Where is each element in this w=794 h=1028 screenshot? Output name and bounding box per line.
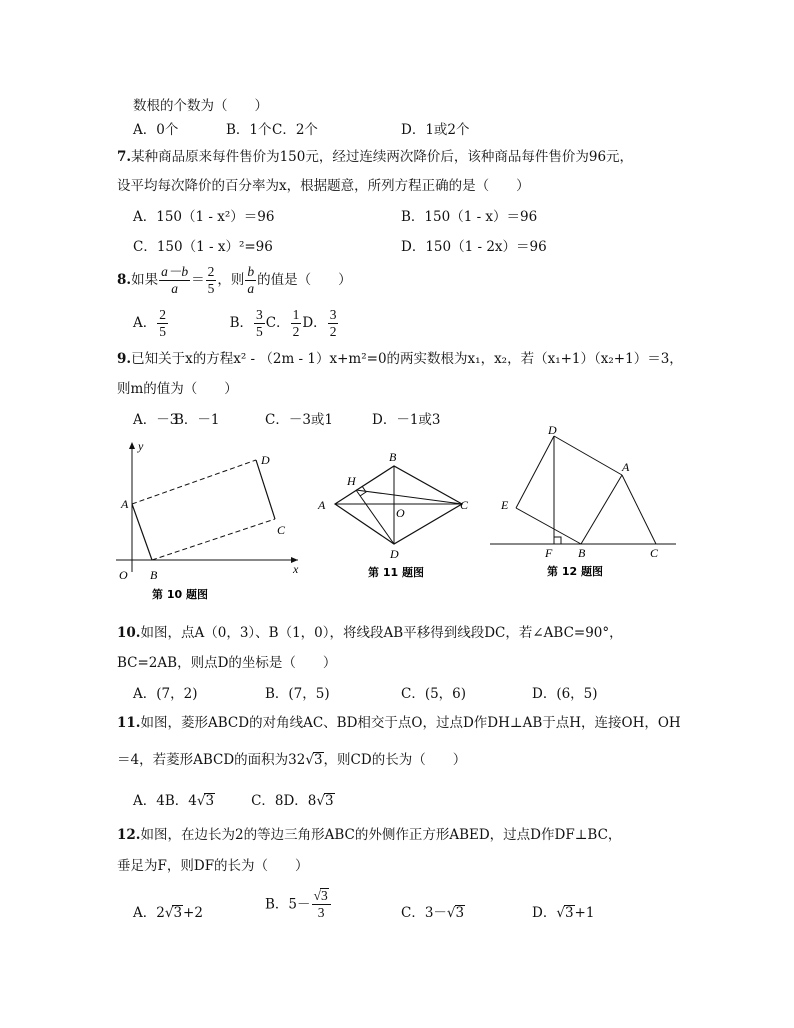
fig12-segment-eb <box>516 508 581 544</box>
q7-option-a: A．150（1 - x²）＝96 <box>133 209 275 225</box>
fig12-segment-ab <box>581 475 622 544</box>
fig11-segment-dh <box>356 490 394 544</box>
q11-line2: ＝4，若菱形ABCD的面积为32√3，则CD的长为（ ） <box>117 752 467 768</box>
q8-option-b: B． <box>229 315 254 331</box>
q8-option-b-fraction: $\frac{3}{5}$ <box>256 307 263 339</box>
q11-option-d: D．8 <box>283 793 317 809</box>
q6-option-d: D．1或2个 <box>401 122 470 138</box>
q10-option-d: D．(6，5) <box>532 686 598 702</box>
fig11-segment-oh <box>356 490 462 504</box>
q12-line2: 垂足为F，则DF的长为（ ） <box>117 858 309 874</box>
figure-12 <box>484 420 684 584</box>
fig10-segment-ab <box>132 504 152 560</box>
q11-radicand: 3 <box>313 752 323 768</box>
question-11 <box>117 714 681 732</box>
q11-option-a: A．4 <box>133 793 165 809</box>
sqrt-icon: √ <box>164 905 174 921</box>
fig10-label-c: C <box>277 523 286 537</box>
question-9 <box>117 350 683 368</box>
fig12-segment-de <box>516 436 554 508</box>
q11-options: A．4B．4√3 C．8D．8√3 <box>133 793 334 809</box>
fig10-label-y: y <box>138 439 144 453</box>
q9-option-c: C．－3或1 <box>265 412 334 428</box>
q10-option-c: C．(5，6) <box>401 686 467 702</box>
fig11-label-d: D <box>390 547 399 561</box>
fig11-caption: 第 11 题图 <box>368 566 424 579</box>
q8-pre: 如果 <box>131 272 159 288</box>
q8-option-c: C． <box>265 315 290 331</box>
q9-option-a: A．－3 <box>133 412 179 428</box>
q11-option-c: C．8 <box>251 793 284 809</box>
q9-option-b: B．－1 <box>174 412 220 428</box>
q11-option-b: B．4 <box>164 793 197 809</box>
sqrt-icon: √ <box>305 752 314 768</box>
fig10-segment-ad <box>132 460 256 504</box>
sqrt-icon: √ <box>446 905 456 921</box>
sqrt-icon: √ <box>316 793 326 809</box>
q12-option-b: B．5－ $\frac{√3}{3}$ <box>265 888 332 921</box>
q12-option-a: A．2√3+2 <box>133 905 203 921</box>
q8-option-a-fraction: $\frac{2}{5}$ <box>159 307 166 339</box>
fig12-label-d: D <box>548 423 557 437</box>
fig12-label-f: F <box>545 546 553 560</box>
fig12-caption: 第 12 题图 <box>547 565 603 578</box>
q12-option-b-fraction: $\frac{√3}{3}$ <box>312 888 331 921</box>
fig10-label-x: x <box>293 562 299 576</box>
q12-option-c: C．3－√3 <box>401 905 465 921</box>
fig11-label-c: C <box>460 498 469 512</box>
q10-line1: 如图，点A（0，3）、B（1，0），将线段AB平移得到线段DC，若∠ABC=90°， <box>140 625 623 641</box>
fig11-label-b: B <box>389 450 397 464</box>
fig10-label-a: A <box>121 497 129 511</box>
fig10-caption: 第 10 题图 <box>152 588 208 601</box>
q10-line2: BC=2AB，则点D的坐标是（ ） <box>117 655 337 671</box>
q8-fraction-3: $\frac{b}{a}$ <box>247 264 255 296</box>
q8-option-d: D． <box>302 315 327 331</box>
question-12 <box>117 826 621 844</box>
fig12-label-b: B <box>578 546 586 560</box>
fig12-label-c: C <box>650 546 659 560</box>
fig10-label-d: D <box>261 453 270 467</box>
q11-number: 11. <box>117 715 141 731</box>
q10-option-a: A．(7，2) <box>133 686 198 702</box>
q7-option-c: C．150（1 - x）²=96 <box>133 239 273 255</box>
q7-option-d: D．150（1 - 2x）＝96 <box>401 239 547 255</box>
fig12-label-e: E <box>501 498 509 512</box>
figure-10 <box>110 436 310 606</box>
q9-line1: 已知关于x的方程x² - （2m - 1）x+m²=0的两实数根为x₁，x₂，若（x₁+1）（x₂+1）＝3， <box>131 351 683 367</box>
q12-option-d: D．√3+1 <box>532 905 595 921</box>
fig10-label-b: B <box>150 568 158 582</box>
fig11-label-h: H <box>347 474 356 488</box>
sqrt-icon: √ <box>556 905 565 921</box>
question-10 <box>117 624 623 642</box>
q6-stem-tail: 数根的个数为（ ） <box>133 98 268 114</box>
q10-number: 10. <box>117 625 141 641</box>
q8-options <box>133 305 339 341</box>
q8-option-c-fraction: $\frac{1}{2}$ <box>292 307 300 339</box>
question-7 <box>117 148 633 166</box>
fig11-label-a: A <box>318 498 326 512</box>
sqrt-icon: √ <box>313 888 321 903</box>
q7-option-b: B．150（1 - x）＝96 <box>401 209 538 225</box>
q12-line1: 如图，在边长为2的等边三角形ABC的外侧作正方形ABED，过点D作DF⊥BC， <box>140 827 622 843</box>
fig12-right-angle-mark <box>554 537 561 544</box>
q6-option-c: C．2个 <box>272 122 318 138</box>
fig12-segment-da <box>554 436 622 475</box>
q6-option-b: B．1个 <box>226 122 272 138</box>
fig11-label-o: O <box>396 506 405 520</box>
sqrt-icon: √ <box>196 793 206 809</box>
q8-option-a: A． <box>133 315 157 331</box>
q8-fraction-1: $\frac{a-b}{a}$ <box>161 264 189 296</box>
q7-number: 7. <box>117 149 132 165</box>
q6-option-a: A．0个 <box>133 122 179 138</box>
q7-line1: 某种商品原来每件售价为150元，经过连续两次降价后，该种商品每件售价为96元， <box>131 149 634 165</box>
q12-number: 12. <box>117 827 141 843</box>
q9-line2: 则m的值为（ ） <box>117 381 238 397</box>
fig10-segment-dc <box>256 460 275 519</box>
q9-number: 9. <box>117 351 132 367</box>
fig12-label-a: A <box>622 460 630 474</box>
fig10-y-arrow <box>129 442 135 449</box>
figure-11 <box>312 448 482 584</box>
fig10-segment-bc <box>152 519 275 560</box>
q8-fraction-2: $\frac{2}{5}$ <box>207 264 215 296</box>
fig10-label-o: O <box>119 568 128 582</box>
q7-line2: 设平均每次降价的百分率为x，根据题意，所列方程正确的是（ ） <box>117 178 530 194</box>
q11-line1: 如图，菱形ABCD的对角线AC、BD相交于点O，过点D作DH⊥AB于点H，连接OH，OH <box>140 715 681 731</box>
question-8: 8.如果 $\frac{a-b}{a}$ ＝ $\frac{2}{5}$ ，则 $\frac{b}{a}$ 的值是（ ） <box>117 264 352 296</box>
q8-number: 8. <box>117 272 132 288</box>
fig12-segment-ac <box>622 475 656 544</box>
q10-option-b: B．(7，5) <box>265 686 330 702</box>
q8-option-d-fraction: $\frac{3}{2}$ <box>329 307 337 339</box>
q9-option-d: D．－1或3 <box>372 412 441 428</box>
